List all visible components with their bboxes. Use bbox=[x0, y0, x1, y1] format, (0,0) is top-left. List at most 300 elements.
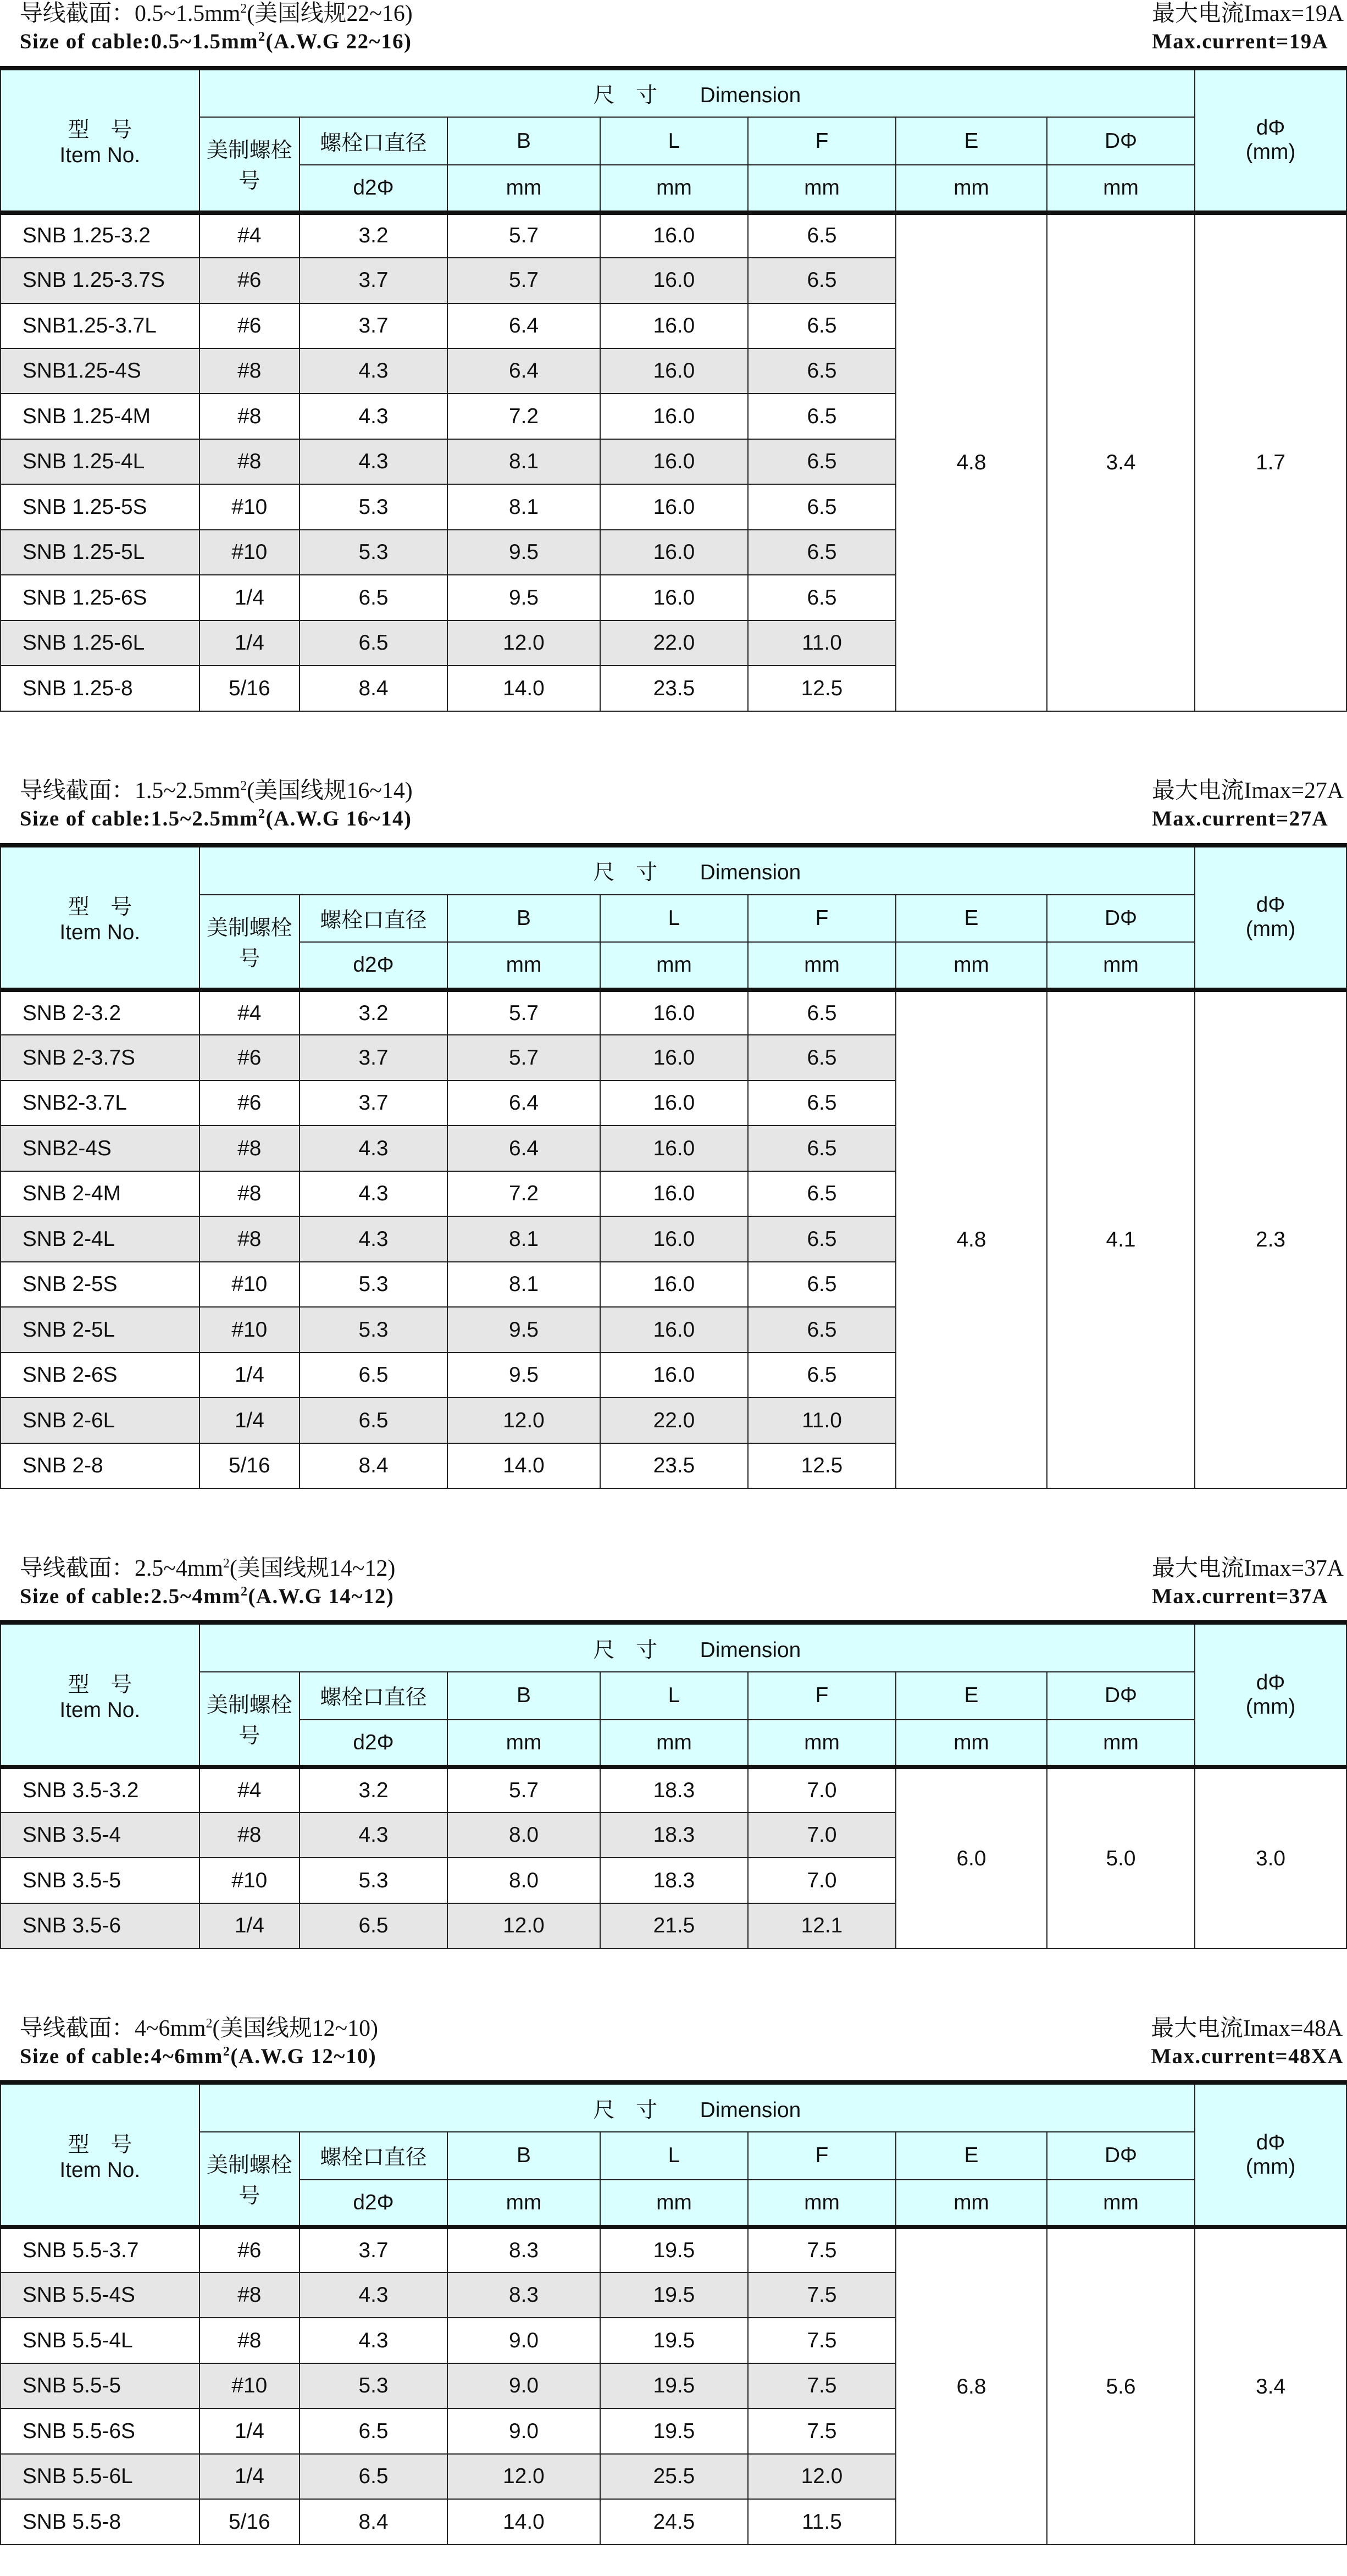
cell: 3.7 bbox=[300, 1081, 447, 1126]
value-E: 6.8 bbox=[896, 2227, 1047, 2544]
section-heading bbox=[0, 1555, 1347, 1621]
cell: 6.5 bbox=[748, 303, 896, 348]
cell: 1/4 bbox=[199, 1398, 300, 1443]
unit-mm: mm bbox=[748, 942, 896, 990]
unit-mm: mm bbox=[447, 942, 600, 990]
cell: 5/16 bbox=[199, 2499, 300, 2544]
text: (美国线规22~16) bbox=[247, 1, 413, 26]
awg-header: 美制螺栓号 bbox=[199, 117, 300, 212]
cell: #10 bbox=[199, 2363, 300, 2408]
cell: 3.7 bbox=[300, 2227, 447, 2272]
cell: 19.5 bbox=[600, 2273, 748, 2318]
bolt-unit: d2Φ bbox=[300, 942, 447, 990]
cell: 8.4 bbox=[300, 2499, 447, 2544]
bolt-unit: d2Φ bbox=[300, 165, 447, 213]
cell: SNB 1.25-4L bbox=[1, 439, 199, 484]
cell: 4.3 bbox=[300, 1126, 447, 1171]
d-phi-unit: (mm) bbox=[1245, 1694, 1296, 1719]
cell: 3.2 bbox=[300, 1767, 447, 1812]
cell: SNB 3.5-4 bbox=[1, 1813, 199, 1858]
spec-table bbox=[0, 843, 1347, 1489]
cell: #8 bbox=[199, 348, 300, 394]
cell: 6.5 bbox=[300, 575, 447, 620]
cell: 6.5 bbox=[748, 1353, 896, 1398]
cell: SNB2-4S bbox=[1, 1126, 199, 1171]
item-header bbox=[1, 68, 199, 213]
cell: 4.3 bbox=[300, 1813, 447, 1858]
value-E: 4.8 bbox=[896, 213, 1047, 711]
value-D: 5.6 bbox=[1047, 2227, 1195, 2544]
cable-size-en bbox=[20, 28, 413, 56]
cell: 16.0 bbox=[600, 1353, 748, 1398]
cell: 6.5 bbox=[300, 621, 447, 666]
text: (A.W.G 12~10) bbox=[230, 2044, 377, 2068]
cell: 6.5 bbox=[300, 2454, 447, 2499]
cell: 5.7 bbox=[447, 258, 600, 303]
cell: 1/4 bbox=[199, 1353, 300, 1398]
text: 导线截面：0.5~1.5mm bbox=[19, 1, 241, 26]
superscript: 2 bbox=[258, 807, 266, 822]
cell: #8 bbox=[199, 1171, 300, 1216]
col-L-header: L bbox=[600, 895, 748, 943]
cell: 9.5 bbox=[447, 575, 600, 620]
section-heading bbox=[0, 2015, 1347, 2081]
cell: #8 bbox=[199, 439, 300, 484]
item-cn: 型 号 bbox=[68, 895, 132, 919]
col-L-header: L bbox=[600, 2132, 748, 2180]
value-D: 5.0 bbox=[1047, 1767, 1195, 1948]
superscript: 2 bbox=[223, 1556, 230, 1571]
superscript: 2 bbox=[258, 29, 266, 44]
max-current-cn: 最大电流Imax=27A bbox=[1152, 778, 1344, 804]
cell: 11.0 bbox=[748, 621, 896, 666]
col-B-header: B bbox=[447, 117, 600, 165]
dimension-header: 尺 寸 Dimension bbox=[199, 1622, 1195, 1672]
superscript: 2 bbox=[206, 2016, 213, 2031]
cell: 14.0 bbox=[447, 666, 600, 711]
cell: 8.1 bbox=[447, 1262, 600, 1307]
max-current-en: Max.current=19A bbox=[1152, 29, 1329, 53]
cell: 18.3 bbox=[600, 1858, 748, 1903]
d-phi: dΦ bbox=[1256, 2130, 1285, 2154]
cell: SNB 3.5-3.2 bbox=[1, 1767, 199, 1812]
table-row bbox=[1, 2227, 1346, 2272]
cable-size-en bbox=[20, 1583, 395, 1611]
max-current-en: Max.current=48XA bbox=[1151, 2044, 1344, 2068]
unit-mm: mm bbox=[1047, 2180, 1195, 2228]
cell: 19.5 bbox=[600, 2363, 748, 2408]
table-row bbox=[1, 213, 1346, 258]
item-en: Item No. bbox=[59, 1698, 141, 1722]
cell: 6.5 bbox=[748, 575, 896, 620]
cell: SNB 5.5-3.7 bbox=[1, 2227, 199, 2272]
item-cn: 型 号 bbox=[68, 118, 132, 142]
spec-table bbox=[0, 2080, 1347, 2545]
cell: 21.5 bbox=[600, 1903, 748, 1948]
cell: 16.0 bbox=[600, 348, 748, 394]
cell: 12.0 bbox=[748, 2454, 896, 2499]
cell: #10 bbox=[199, 1307, 300, 1352]
cell: SNB 2-3.2 bbox=[1, 990, 199, 1035]
value-d: 1.7 bbox=[1195, 213, 1346, 711]
cell: #8 bbox=[199, 2318, 300, 2363]
cell: SNB 1.25-4M bbox=[1, 394, 199, 439]
cell: 12.5 bbox=[748, 1443, 896, 1488]
cell: 6.5 bbox=[748, 484, 896, 529]
d-phi-header bbox=[1195, 1622, 1346, 1767]
cell: SNB 3.5-5 bbox=[1, 1858, 199, 1903]
item-cn: 型 号 bbox=[68, 2132, 132, 2157]
cell: SNB 5.5-6S bbox=[1, 2408, 199, 2453]
cell: 12.5 bbox=[748, 666, 896, 711]
cell: 5.7 bbox=[447, 990, 600, 1035]
bolt-header: 螺栓口直径 bbox=[300, 2132, 447, 2180]
text: 导线截面：2.5~4mm bbox=[19, 1555, 223, 1581]
cell: 6.5 bbox=[748, 394, 896, 439]
cell: 4.3 bbox=[300, 1171, 447, 1216]
cell: 8.3 bbox=[447, 2273, 600, 2318]
cell: 9.5 bbox=[447, 1307, 600, 1352]
cell: SNB 2-4M bbox=[1, 1171, 199, 1216]
cell: SNB 1.25-5S bbox=[1, 484, 199, 529]
cell: 5.7 bbox=[447, 213, 600, 258]
cell: 3.7 bbox=[300, 303, 447, 348]
value-D: 3.4 bbox=[1047, 213, 1195, 711]
cell: 12.0 bbox=[447, 1903, 600, 1948]
cell: 4.3 bbox=[300, 394, 447, 439]
col-E-header: E bbox=[896, 895, 1047, 943]
cable-size-cn bbox=[20, 1555, 395, 1583]
cell: #8 bbox=[199, 394, 300, 439]
cell: 18.3 bbox=[600, 1813, 748, 1858]
cell: 1/4 bbox=[199, 2454, 300, 2499]
cell: SNB2-3.7L bbox=[1, 1081, 199, 1126]
cell: 23.5 bbox=[600, 1443, 748, 1488]
unit-mm: mm bbox=[600, 942, 748, 990]
cell: 5.7 bbox=[447, 1035, 600, 1080]
unit-mm: mm bbox=[1047, 165, 1195, 213]
cell: #8 bbox=[199, 1216, 300, 1261]
value-E: 6.0 bbox=[896, 1767, 1047, 1948]
cell: 6.5 bbox=[748, 1216, 896, 1261]
cell: 6.5 bbox=[748, 1171, 896, 1216]
unit-mm: mm bbox=[447, 1720, 600, 1768]
cell: SNB 1.25-3.2 bbox=[1, 213, 199, 258]
cell: SNB 2-6S bbox=[1, 1353, 199, 1398]
cell: #8 bbox=[199, 1126, 300, 1171]
text: (美国线规14~12) bbox=[229, 1555, 396, 1581]
cell: 8.0 bbox=[447, 1813, 600, 1858]
cell: 6.5 bbox=[748, 1307, 896, 1352]
cell: 5.3 bbox=[300, 2363, 447, 2408]
col-D-header: DΦ bbox=[1047, 117, 1195, 165]
cell: SNB 3.5-6 bbox=[1, 1903, 199, 1948]
unit-mm: mm bbox=[600, 2180, 748, 2228]
cell: 5/16 bbox=[199, 1443, 300, 1488]
cell: 3.7 bbox=[300, 1035, 447, 1080]
d-phi-unit: (mm) bbox=[1245, 2154, 1296, 2179]
unit-mm: mm bbox=[748, 2180, 896, 2228]
item-en: Item No. bbox=[59, 921, 141, 945]
cell: 1/4 bbox=[199, 575, 300, 620]
cell: 16.0 bbox=[600, 258, 748, 303]
cell: #6 bbox=[199, 1081, 300, 1126]
col-L-header: L bbox=[600, 117, 748, 165]
cell: 7.5 bbox=[748, 2318, 896, 2363]
item-cn: 型 号 bbox=[68, 1672, 132, 1697]
superscript: 2 bbox=[240, 2, 247, 16]
cell: 5/16 bbox=[199, 666, 300, 711]
cell: 6.5 bbox=[748, 1081, 896, 1126]
d-phi-header bbox=[1195, 845, 1346, 990]
cell: 8.1 bbox=[447, 484, 600, 529]
cell: 12.0 bbox=[447, 1398, 600, 1443]
cell: 6.5 bbox=[748, 990, 896, 1035]
cell: SNB 2-5S bbox=[1, 1262, 199, 1307]
cell: 6.5 bbox=[748, 213, 896, 258]
value-d: 3.4 bbox=[1195, 2227, 1346, 2544]
cell: #10 bbox=[199, 1262, 300, 1307]
cell: #8 bbox=[199, 1813, 300, 1858]
cell: 7.0 bbox=[748, 1858, 896, 1903]
col-F-header: F bbox=[748, 117, 896, 165]
cell: SNB 2-5L bbox=[1, 1307, 199, 1352]
cell: #10 bbox=[199, 1858, 300, 1903]
cell: 18.3 bbox=[600, 1767, 748, 1812]
cell: 8.4 bbox=[300, 1443, 447, 1488]
text: Size of cable:4~6mm bbox=[19, 2044, 223, 2068]
cell: 16.0 bbox=[600, 530, 748, 575]
cell: 3.7 bbox=[300, 258, 447, 303]
cell: 16.0 bbox=[600, 1126, 748, 1171]
col-F-header: F bbox=[748, 1672, 896, 1720]
cell: 16.0 bbox=[600, 1216, 748, 1261]
cell: 11.5 bbox=[748, 2499, 896, 2544]
cell: #10 bbox=[199, 484, 300, 529]
col-L-header: L bbox=[600, 1672, 748, 1720]
cell: 3.2 bbox=[300, 213, 447, 258]
d-phi-header bbox=[1195, 68, 1346, 213]
cell: 8.1 bbox=[447, 439, 600, 484]
cell: 6.5 bbox=[748, 348, 896, 394]
bolt-header: 螺栓口直径 bbox=[300, 895, 447, 943]
cell: 14.0 bbox=[447, 1443, 600, 1488]
cell: SNB1.25-4S bbox=[1, 348, 199, 394]
cell: 9.5 bbox=[447, 1353, 600, 1398]
cell: 14.0 bbox=[447, 2499, 600, 2544]
cell: 7.2 bbox=[447, 1171, 600, 1216]
unit-mm: mm bbox=[748, 1720, 896, 1768]
d-phi-header bbox=[1195, 2082, 1346, 2227]
cell: 25.5 bbox=[600, 2454, 748, 2499]
cell: 16.0 bbox=[600, 1262, 748, 1307]
cell: SNB 2-4L bbox=[1, 1216, 199, 1261]
cell: 6.5 bbox=[748, 530, 896, 575]
superscript: 2 bbox=[241, 1584, 248, 1599]
cell: 5.3 bbox=[300, 484, 447, 529]
cell: 22.0 bbox=[600, 621, 748, 666]
value-D: 4.1 bbox=[1047, 990, 1195, 1488]
cell: 16.0 bbox=[600, 990, 748, 1035]
section-heading bbox=[0, 777, 1347, 843]
cell: #6 bbox=[199, 1035, 300, 1080]
cell: 16.0 bbox=[600, 439, 748, 484]
cell: 16.0 bbox=[600, 213, 748, 258]
cell: 6.5 bbox=[300, 2408, 447, 2453]
unit-mm: mm bbox=[896, 2180, 1047, 2228]
col-B-header: B bbox=[447, 895, 600, 943]
text: 导线截面：4~6mm bbox=[19, 2015, 206, 2041]
cell: 8.0 bbox=[447, 1858, 600, 1903]
awg-header: 美制螺栓号 bbox=[199, 1672, 300, 1767]
unit-mm: mm bbox=[447, 2180, 600, 2228]
text: (美国线规12~10) bbox=[212, 2015, 378, 2041]
bolt-unit: d2Φ bbox=[300, 2180, 447, 2228]
cell: 1/4 bbox=[199, 621, 300, 666]
cell: 11.0 bbox=[748, 1398, 896, 1443]
cell: 7.0 bbox=[748, 1767, 896, 1812]
unit-mm: mm bbox=[748, 165, 896, 213]
cell: SNB 2-8 bbox=[1, 1443, 199, 1488]
cell: SNB 5.5-5 bbox=[1, 2363, 199, 2408]
cell: 4.3 bbox=[300, 1216, 447, 1261]
max-current-en: Max.current=27A bbox=[1152, 807, 1329, 831]
table-row bbox=[1, 1767, 1346, 1812]
cell: 24.5 bbox=[600, 2499, 748, 2544]
cell: SNB 5.5-4L bbox=[1, 2318, 199, 2363]
cell: 16.0 bbox=[600, 1081, 748, 1126]
cell: 7.5 bbox=[748, 2227, 896, 2272]
cell: 6.5 bbox=[748, 258, 896, 303]
superscript: 2 bbox=[223, 2044, 231, 2059]
cell: 1/4 bbox=[199, 2408, 300, 2453]
cable-size-cn bbox=[20, 2015, 378, 2043]
dimension-header: 尺 寸 Dimension bbox=[199, 2082, 1195, 2132]
text: (美国线规16~14) bbox=[247, 778, 413, 804]
cell: 8.1 bbox=[447, 1216, 600, 1261]
cell: #6 bbox=[199, 258, 300, 303]
text: (A.W.G 22~16) bbox=[265, 29, 412, 53]
item-en: Item No. bbox=[59, 2158, 141, 2182]
cell: 12.0 bbox=[447, 2454, 600, 2499]
cell: 23.5 bbox=[600, 666, 748, 711]
col-E-header: E bbox=[896, 1672, 1047, 1720]
cell: 5.3 bbox=[300, 1858, 447, 1903]
cell: 7.0 bbox=[748, 1813, 896, 1858]
cell: 19.5 bbox=[600, 2227, 748, 2272]
cell: 5.3 bbox=[300, 1307, 447, 1352]
d-phi-unit: (mm) bbox=[1245, 140, 1296, 164]
cell: SNB 5.5-8 bbox=[1, 2499, 199, 2544]
cell: 4.3 bbox=[300, 2318, 447, 2363]
unit-mm: mm bbox=[896, 1720, 1047, 1768]
cell: SNB 1.25-5L bbox=[1, 530, 199, 575]
cell: #4 bbox=[199, 213, 300, 258]
text: (A.W.G 14~12) bbox=[248, 1584, 395, 1608]
cell: 1/4 bbox=[199, 1903, 300, 1948]
max-current-en: Max.current=37A bbox=[1152, 1584, 1329, 1608]
text: Size of cable:2.5~4mm bbox=[19, 1584, 241, 1608]
cell: SNB 1.25-6L bbox=[1, 621, 199, 666]
unit-mm: mm bbox=[600, 1720, 748, 1768]
cell: 16.0 bbox=[600, 394, 748, 439]
value-d: 2.3 bbox=[1195, 990, 1346, 1488]
cell: 5.3 bbox=[300, 530, 447, 575]
table-row bbox=[1, 990, 1346, 1035]
cell: 6.5 bbox=[748, 1262, 896, 1307]
cell: 3.2 bbox=[300, 990, 447, 1035]
col-D-header: DΦ bbox=[1047, 2132, 1195, 2180]
col-D-header: DΦ bbox=[1047, 895, 1195, 943]
bolt-header: 螺栓口直径 bbox=[300, 117, 447, 165]
bolt-unit: d2Φ bbox=[300, 1720, 447, 1768]
cell: 6.4 bbox=[447, 1126, 600, 1171]
col-F-header: F bbox=[748, 2132, 896, 2180]
cell: SNB 1.25-8 bbox=[1, 666, 199, 711]
cell: SNB1.25-3.7L bbox=[1, 303, 199, 348]
cell: #4 bbox=[199, 990, 300, 1035]
cell: #10 bbox=[199, 530, 300, 575]
cell: 9.0 bbox=[447, 2318, 600, 2363]
cell: 7.5 bbox=[748, 2273, 896, 2318]
col-D-header: DΦ bbox=[1047, 1672, 1195, 1720]
text: (A.W.G 16~14) bbox=[265, 807, 412, 831]
spec-table bbox=[0, 66, 1347, 712]
cell: 5.3 bbox=[300, 1262, 447, 1307]
item-header bbox=[1, 2082, 199, 2227]
cell: SNB 5.5-6L bbox=[1, 2454, 199, 2499]
cable-size-en bbox=[20, 805, 413, 833]
cell: 8.3 bbox=[447, 2227, 600, 2272]
awg-header: 美制螺栓号 bbox=[199, 895, 300, 990]
cell: 6.4 bbox=[447, 303, 600, 348]
cell: 7.5 bbox=[748, 2408, 896, 2453]
cell: 8.4 bbox=[300, 666, 447, 711]
cell: SNB 1.25-3.7S bbox=[1, 258, 199, 303]
cell: 4.3 bbox=[300, 2273, 447, 2318]
cell: 6.5 bbox=[300, 1398, 447, 1443]
cell: 9.0 bbox=[447, 2408, 600, 2453]
cell: 6.5 bbox=[748, 1035, 896, 1080]
unit-mm: mm bbox=[447, 165, 600, 213]
col-B-header: B bbox=[447, 1672, 600, 1720]
cell: #8 bbox=[199, 2273, 300, 2318]
cell: 6.4 bbox=[447, 1081, 600, 1126]
col-E-header: E bbox=[896, 2132, 1047, 2180]
cell: 9.0 bbox=[447, 2363, 600, 2408]
cell: 4.3 bbox=[300, 439, 447, 484]
text: Size of cable:1.5~2.5mm bbox=[19, 807, 259, 831]
max-current-cn: 最大电流Imax=48A bbox=[1151, 2015, 1343, 2041]
cell: 6.5 bbox=[748, 1126, 896, 1171]
unit-mm: mm bbox=[896, 942, 1047, 990]
cell: SNB 5.5-4S bbox=[1, 2273, 199, 2318]
max-current-cn: 最大电流Imax=19A bbox=[1152, 1, 1344, 26]
cell: SNB 1.25-6S bbox=[1, 575, 199, 620]
dimension-header: 尺 寸 Dimension bbox=[199, 68, 1195, 118]
text: Size of cable:0.5~1.5mm bbox=[19, 29, 259, 53]
cell: 6.4 bbox=[447, 348, 600, 394]
cell: 16.0 bbox=[600, 303, 748, 348]
cell: #4 bbox=[199, 1767, 300, 1812]
cell: #6 bbox=[199, 2227, 300, 2272]
cable-size-cn bbox=[20, 777, 413, 805]
cable-size-cn bbox=[20, 0, 413, 28]
bolt-header: 螺栓口直径 bbox=[300, 1672, 447, 1720]
cell: 16.0 bbox=[600, 484, 748, 529]
cell: 12.1 bbox=[748, 1903, 896, 1948]
cell: 9.5 bbox=[447, 530, 600, 575]
